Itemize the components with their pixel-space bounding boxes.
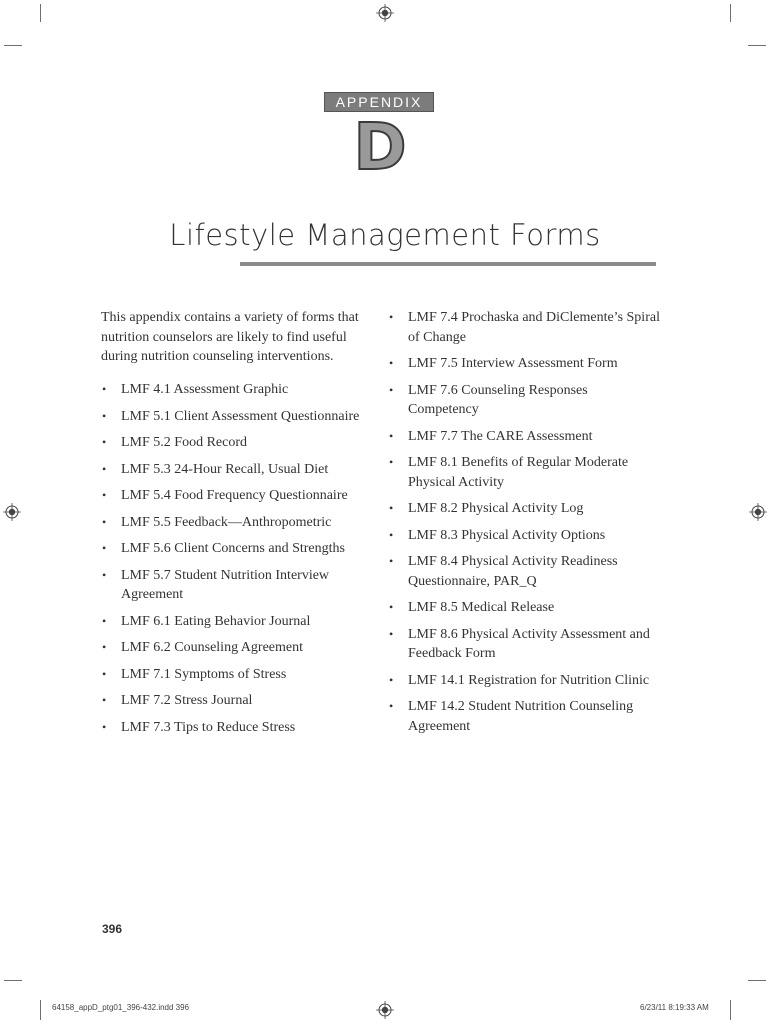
crop-mark-left-bottom [4,980,22,981]
crop-mark-top-right [730,4,731,22]
list-item: • LMF 7.4 Prochaska and DiClemente’s Spiral of Change [389,308,661,347]
list-item: • LMF 8.5 Medical Release [389,598,661,618]
list-item: • LMF 7.2 Stress Journal [102,691,374,711]
list-item: • LMF 5.3 24-Hour Recall, Usual Diet [102,460,374,480]
list-item: • LMF 8.2 Physical Activity Log [389,499,661,519]
registration-mark-icon [749,503,767,521]
list-item: • LMF 7.6 Counseling Responses Competency [389,381,661,420]
list-item: • LMF 7.5 Interview Assessment Form [389,354,661,374]
list-item: • LMF 5.7 Student Nutrition Interview Agreement [102,566,374,605]
list-item: • LMF 4.1 Assessment Graphic [102,380,374,400]
list-item: • LMF 8.3 Physical Activity Options [389,526,661,546]
list-item: • LMF 5.2 Food Record [102,433,374,453]
list-item: • LMF 7.7 The CARE Assessment [389,427,661,447]
list-item: • LMF 6.2 Counseling Agreement [102,638,374,658]
intro-paragraph: This appendix contains a variety of forms that nutrition counselors are likely to find useful during nutrition counseling interventions. [101,310,359,364]
appendix-letter: D [353,111,407,185]
crop-mark-top-left [40,4,41,22]
registration-mark-icon [376,1001,394,1019]
page-number: 396 [102,922,123,936]
list-item: • LMF 14.2 Student Nutrition Counseling Agreement [389,697,661,736]
list-item: • LMF 5.4 Food Frequency Questionnaire [102,486,374,506]
title-divider [240,262,656,266]
page-title: Lifestyle Management Forms [169,218,601,252]
list-item: • LMF 14.1 Registration for Nutrition Clinic [389,671,661,691]
forms-list-left [102,380,374,744]
list-item: • LMF 6.1 Eating Behavior Journal [102,612,374,632]
forms-list-right [389,308,661,743]
list-item: • LMF 7.1 Symptoms of Stress [102,665,374,685]
slug-timestamp: 6/23/11 8:19:33 AM [640,1003,709,1012]
crop-mark-bottom-right [730,1000,731,1020]
crop-mark-right-bottom [748,980,766,981]
list-item: • LMF 8.4 Physical Activity Readiness Questionnaire, PAR_Q [389,552,661,591]
crop-mark-bottom-left [40,1000,41,1020]
registration-mark-icon [376,4,394,22]
crop-mark-left-top [4,45,22,46]
list-item: • LMF 7.3 Tips to Reduce Stress [102,718,374,738]
registration-mark-icon [3,503,21,521]
list-item: • LMF 8.1 Benefits of Regular Moderate Physical Activity [389,453,661,492]
crop-mark-right-top [748,45,766,46]
list-item: • LMF 8.6 Physical Activity Assessment and Feedback Form [389,625,661,664]
appendix-tag: APPENDIX [324,92,434,112]
slug-file-info: 64158_appD_ptg01_396-432.indd 396 [52,1003,190,1012]
list-item: • LMF 5.5 Feedback—Anthropometric [102,513,374,533]
list-item: • LMF 5.6 Client Concerns and Strengths [102,539,374,559]
list-item: • LMF 5.1 Client Assessment Questionnaire [102,407,374,427]
